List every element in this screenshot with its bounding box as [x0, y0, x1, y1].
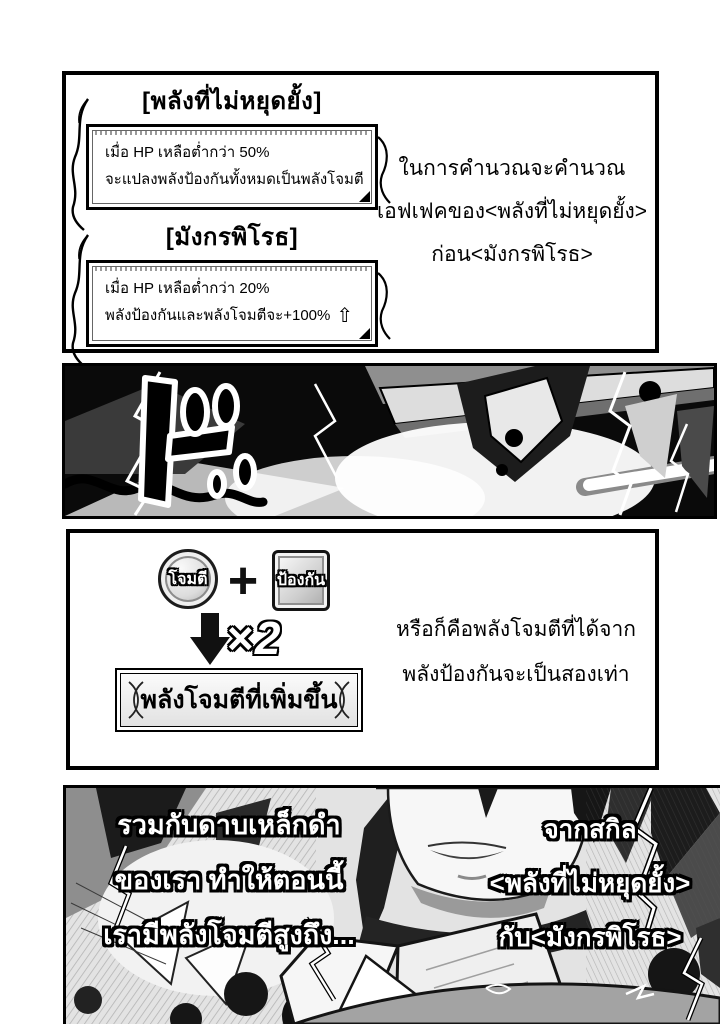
skill-effect-text: พลังป้องกันและพลังโจมตีจะ+100%	[105, 307, 331, 324]
narration-line: ก่อน<มังกรพิโรธ>	[431, 243, 593, 266]
skill-card-unstoppable-power	[86, 81, 378, 210]
skill-effect-line: เมื่อ HP เหลือต่ำกว่า 20%	[105, 280, 270, 297]
up-arrow-icon: ⇧	[336, 305, 354, 327]
stitch-texture	[95, 131, 369, 135]
speech-from-skills	[461, 802, 719, 964]
narration-double-attack	[372, 607, 660, 697]
skill-description-box	[86, 124, 378, 210]
scroll-curl-icon	[68, 229, 92, 369]
result-banner	[115, 668, 363, 732]
skill-title: [พลังที่ไม่หยุดยั้ง]	[142, 88, 322, 115]
speech-line: จากสกิล	[543, 814, 637, 844]
narration-calculation-order	[366, 147, 658, 276]
skill-effect-line: จะแปลงพลังป้องกันทั้งหมดเป็นพลังโจมตี	[105, 171, 364, 188]
skill-description-box	[86, 260, 378, 347]
page-fold-icon	[359, 328, 370, 339]
panel-final-art	[63, 785, 720, 1024]
attack-stat-icon	[158, 549, 218, 609]
speech-black-iron-sword	[70, 798, 388, 963]
skill-card-dragon-wrath	[86, 217, 378, 347]
action-artwork	[65, 366, 714, 516]
scroll-curl-icon	[374, 271, 394, 341]
speech-line: เรามีพลังโจมตีสูงถึง...	[103, 920, 355, 950]
plus-icon: +	[227, 552, 259, 610]
skill-title: [มังกรพิโรธ]	[165, 224, 299, 251]
narration-line: พลังป้องกันจะเป็นสองเท่า	[402, 663, 630, 686]
result-banner-label: พลังโจมตีที่เพิ่มขึ้น	[140, 686, 338, 714]
speech-line: <พลังที่ไม่หยุดยั้ง>	[489, 868, 691, 898]
stitch-texture	[95, 267, 369, 271]
speech-line: รวมกับดาบเหล็กดำ	[117, 810, 341, 840]
defense-stat-label: ป้องกัน	[276, 572, 326, 589]
banner-flourish-icon	[333, 680, 351, 720]
narration-line: หรือก็คือพลังโจมตีที่ได้จาก	[396, 618, 636, 641]
skill-effect-line	[105, 302, 361, 330]
speech-line: กับ<มังกรพิโรธ>	[498, 922, 682, 952]
panel-action-sfx	[62, 363, 717, 519]
narration-line: เอฟเฟคของ<พลังที่ไม่หยุดยั้ง>	[376, 200, 648, 223]
defense-stat-icon	[272, 550, 330, 611]
narration-line: ในการคำนวณจะคำนวณ	[398, 157, 626, 180]
result-banner-inner	[120, 673, 358, 727]
panel-stat-diagram	[66, 529, 659, 770]
scroll-curl-icon	[68, 93, 92, 233]
banner-flourish-icon	[127, 680, 145, 720]
panel-skill-descriptions	[62, 71, 659, 353]
multiplier-text: ×2	[226, 612, 283, 664]
skill-effect-line: เมื่อ HP เหลือต่ำกว่า 50%	[105, 144, 270, 161]
attack-stat-label: โจมตี	[168, 570, 208, 588]
speech-line: ของเรา ทำให้ตอนนี้	[114, 865, 344, 895]
